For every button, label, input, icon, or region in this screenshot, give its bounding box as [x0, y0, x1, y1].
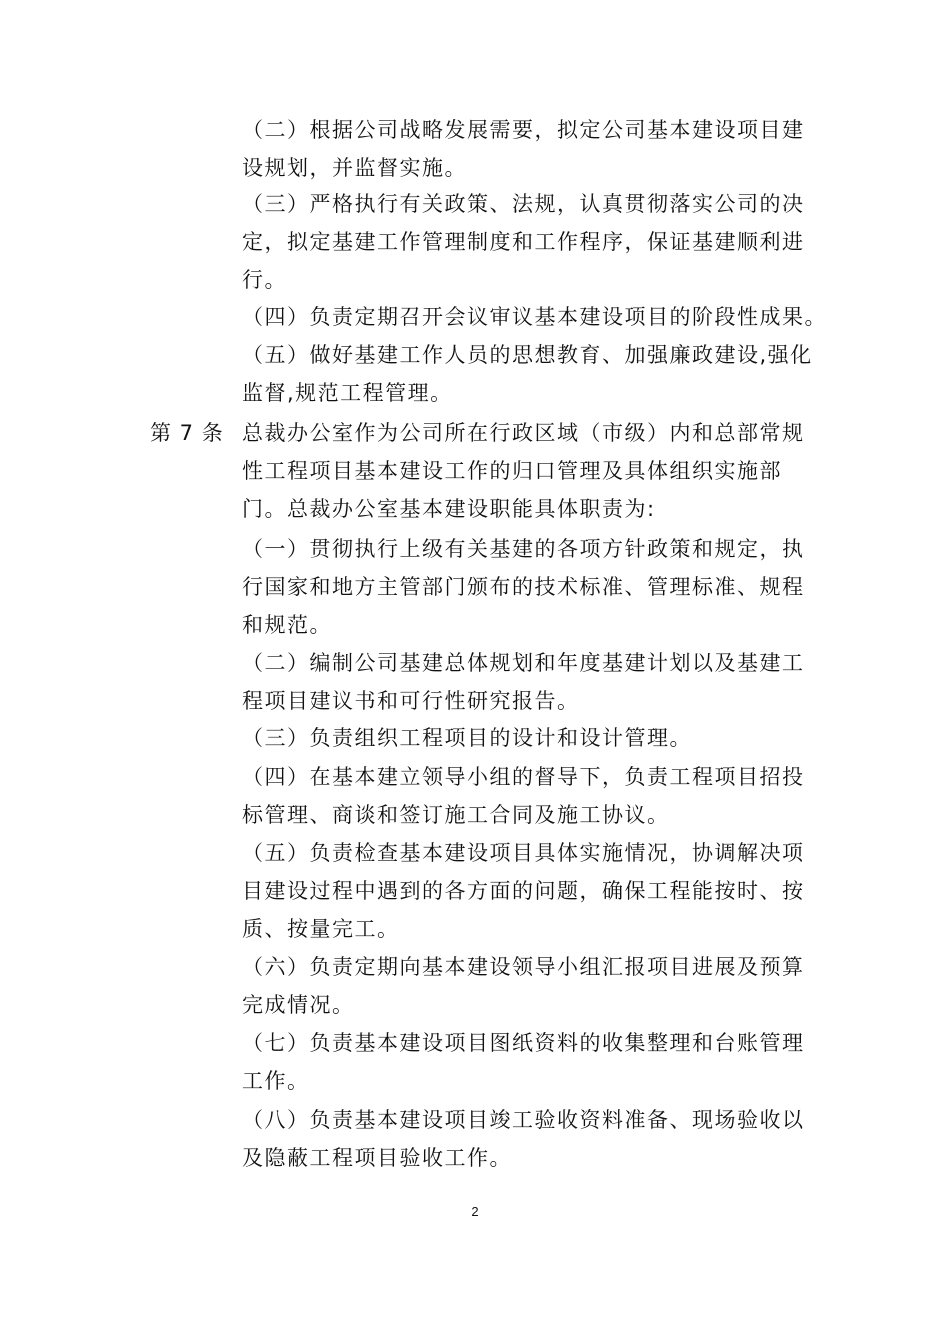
text-line: （四）负责定期召开会议审议基本建设项目的阶段性成果。	[242, 305, 827, 329]
article-7-body	[242, 414, 812, 528]
text-line: （五）做好基建工作人员的思想教育、加强廉政建设,强化	[242, 343, 813, 367]
paragraph-2-3	[242, 185, 812, 299]
text-line: 监督,规范工程管理。	[242, 381, 453, 405]
paragraph-2-4	[242, 298, 827, 336]
text-line: （三）负责组织工程项目的设计和设计管理。	[242, 726, 692, 750]
text-line: （五）负责检查基本建设项目具体实施情况，协调解决项	[242, 841, 805, 865]
text-line: （四）在基本建立领导小组的督导下，负责工程项目招投	[242, 765, 805, 789]
text-line: 及隐蔽工程项目验收工作。	[242, 1146, 512, 1170]
text-line: 完成情况。	[242, 993, 355, 1017]
paragraph-7-5	[242, 834, 812, 948]
text-line: （七）负责基本建设项目图纸资料的收集整理和台账管理	[242, 1031, 805, 1055]
text-line: 行国家和地方主管部门颁布的技术标准、管理标准、规程	[242, 575, 805, 599]
text-line: 目建设过程中遇到的各方面的问题，确保工程能按时、按	[242, 879, 805, 903]
text-line: （三）严格执行有关政策、法规，认真贯彻落实公司的决	[242, 192, 805, 216]
text-line: 标管理、商谈和签订施工合同及施工协议。	[242, 803, 670, 827]
paragraph-7-8	[242, 1101, 812, 1177]
paragraph-2-2	[242, 111, 812, 187]
paragraph-7-3	[242, 719, 812, 757]
text-line: 性工程项目基本建设工作的归口管理及具体组织实施部	[242, 459, 782, 483]
paragraph-7-2	[242, 644, 812, 720]
page-number: 2	[471, 1204, 479, 1219]
paragraph-2-5	[242, 336, 812, 412]
text-line: 门。总裁办公室基本建设职能具体职责为:	[242, 497, 656, 521]
text-line: 设规划，并监督实施。	[242, 156, 467, 180]
paragraph-7-7	[242, 1024, 812, 1100]
text-line: 总裁办公室作为公司所在行政区域（市级）内和总部常规	[242, 421, 805, 445]
text-line: 定，拟定基建工作管理制度和工作程序，保证基建顺利进	[242, 230, 805, 254]
text-line: （六）负责定期向基本建设领导小组汇报项目进展及预算	[242, 955, 805, 979]
text-line: 和规范。	[242, 613, 332, 637]
text-line: 质、按量完工。	[242, 917, 400, 941]
text-line: 程项目建议书和可行性研究报告。	[242, 689, 580, 713]
text-line: 工作。	[242, 1069, 310, 1093]
paragraph-7-4	[242, 758, 812, 834]
text-line: （二）编制公司基建总体规划和年度基建计划以及基建工	[242, 651, 805, 675]
paragraph-7-6	[242, 948, 812, 1024]
text-line: （二）根据公司战略发展需要，拟定公司基本建设项目建	[242, 118, 805, 142]
text-line: 行。	[242, 268, 287, 292]
text-line: （八）负责基本建设项目竣工验收资料准备、现场验收以	[242, 1108, 805, 1132]
text-line: （一）贯彻执行上级有关基建的各项方针政策和规定，执	[242, 537, 805, 561]
article-7-label: 第 7 条	[150, 421, 224, 445]
paragraph-7-1	[242, 530, 812, 644]
